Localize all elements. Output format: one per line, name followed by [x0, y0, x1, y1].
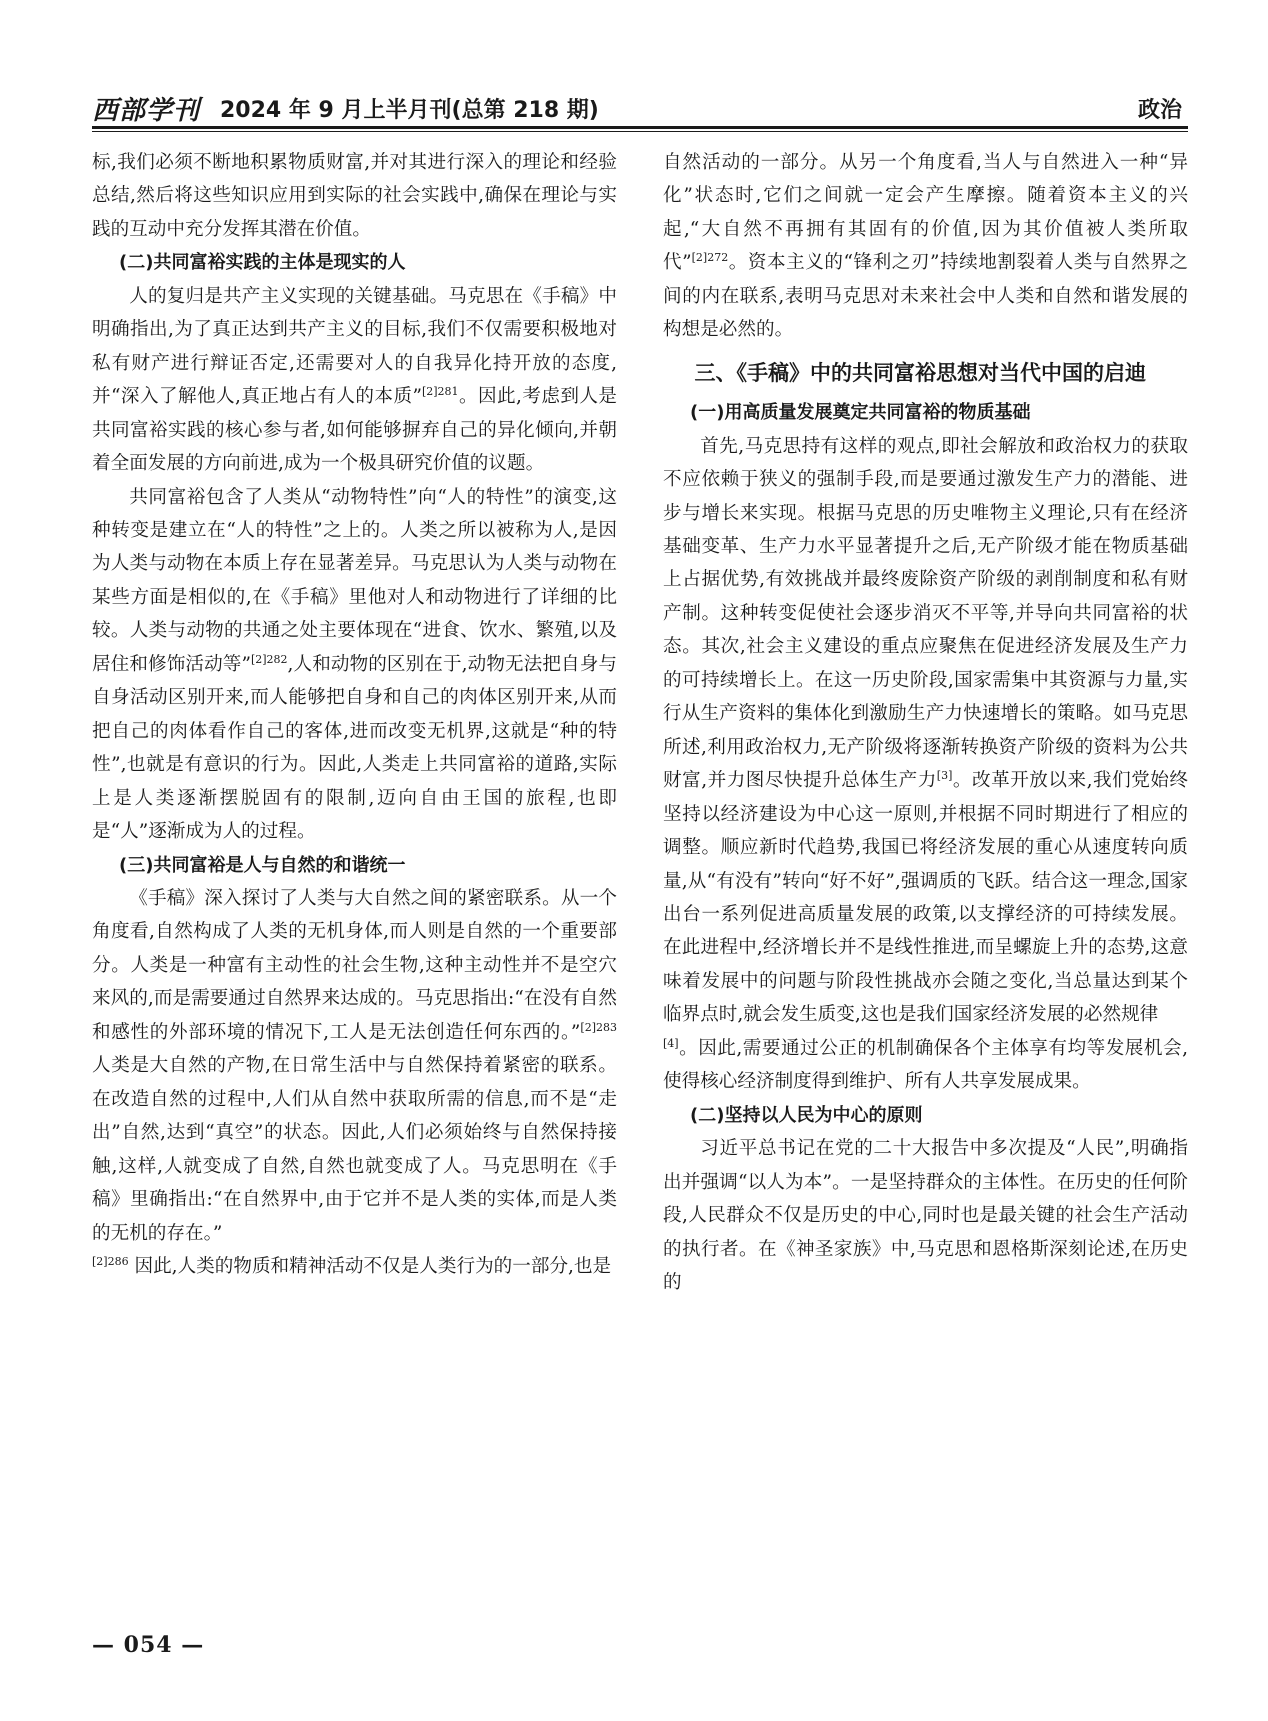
- paragraph-text: 习近平总书记在党的二十大报告中多次提及“人民”,明确指出并强调“以人为本”。一是坚持群众的主体性。在历史的任何阶段,人民群众不仅是历史的中心,同时也是最关键的社会生产活动的执行者。在《神圣家族》中,马克思和恩格斯深刻论述,在历史的: [663, 1138, 1188, 1293]
- paragraph-text: 标,我们必须不断地积累物质财富,并对其进行深入的理论和经验总结,然后将这些知识应用到实际的社会实践中,确保在理论与实践的互动中充分发挥其潜在价值。: [92, 152, 617, 240]
- body-paragraph: [92, 280, 617, 481]
- paragraph-text: 。改革开放以来,我们党始终坚持以经济建设为中心这一原则,并根据不同时期进行了相应的调整。顺应新时代趋势,我国已将经济发展的重心从速度转向质量,从“有没有”转向“好不好”,强调质的飞跃。结合这一理念,国家出台一系列促进高质量发展的政策,以支撑经济的可持续发展。在此进程中,经济增长并不是线性推进,而呈螺旋上升的态势,这意味着发展中的问题与阶段性挑战亦会随之变化,当总量达到某个临界点时,就会发生质变,这也是我们国家经济发展的必然规律: [663, 770, 1188, 1026]
- section-label: 政治: [1137, 98, 1182, 123]
- citation-marker: [2]281: [421, 384, 459, 398]
- subsection-heading: [663, 396, 1188, 429]
- paragraph-text: 自然活动的一部分。从另一个角度看,当人与自然进入一种“异化”状态时,它们之间就一定会产生摩擦。随着资本主义的兴起,“大自然不再拥有其固有的价值,因为其价值被人类所取代”: [663, 152, 1188, 274]
- running-header: [92, 88, 1188, 128]
- paragraph-text: 共同富裕包含了人类从“动物特性”向“人的特性”的演变,这种转变是建立在“人的特性”之上的。人类之所以被称为人,是因为人类与动物在本质上存在显著差异。马克思认为人类与动物在某些方面是相似的,在《手稿》里他对人和动物进行了详细的比较。人类与动物的共通之处主要体现在“进食、饮水、繁殖,以及居住和修饰活动等”: [92, 486, 617, 675]
- header-rule-thin: [92, 131, 1188, 132]
- body-paragraph: [663, 1132, 1188, 1299]
- paragraph-text: 《手稿》深入探讨了人类与大自然之间的紧密联系。从一个角度看,自然构成了人类的无机身体,而人则是自然的一个重要部分。人类是一种富有主动性的社会生物,这种主动性并不是空穴来风的,而是需要通过自然界来达成的。马克思指出:“在没有自然和感性的外部环境的情况下,工人是无法创造任何东西的。”: [92, 887, 617, 1043]
- paragraph-text: (二)坚持以人民为中心的原则: [690, 1104, 923, 1126]
- section-heading: [663, 357, 1188, 391]
- left-column: [92, 146, 617, 1283]
- journal-logo: 西部学刊: [92, 96, 201, 126]
- citation-marker: [2]272: [691, 251, 729, 265]
- body-paragraph: [92, 146, 617, 246]
- body-paragraph: [92, 882, 617, 1250]
- paragraph-text: (三)共同富裕是人与自然的和谐统一: [119, 854, 406, 876]
- body-paragraph: [92, 481, 617, 849]
- right-column: [663, 146, 1188, 1299]
- body-paragraph: [663, 430, 1188, 1032]
- citation-marker: [4]: [663, 1036, 679, 1050]
- subsection-heading: [92, 849, 617, 882]
- subsection-heading: [663, 1099, 1188, 1132]
- paragraph-text: (二)共同富裕实践的主体是现实的人: [119, 252, 406, 274]
- citation-marker: [2]283: [580, 1020, 617, 1034]
- issue-info: 2024 年 9 月上半月刊(总第 218 期): [220, 98, 599, 123]
- body-paragraph: [663, 146, 1188, 347]
- paragraph-text: 因此,人类的物质和精神活动不仅是人类行为的一部分,也是: [128, 1255, 612, 1277]
- paragraph-text: 人类是大自然的产物,在日常生活中与自然保持着紧密的联系。在改造自然的过程中,人们从自然中获取所需的信息,而不是“走出”自然,达到“真空”的状态。因此,人们必须始终与自然保持接触,这样,人就变成了自然,自然也就变成了人。马克思明在《手稿》里确指出:“在自然界中,由于它并不是人类的实体,而是人类的无机的存在。”: [92, 1055, 617, 1244]
- paragraph-text: ,人和动物的区别在于,动物无法把自身与自身活动区别开来,而人能够把自身和自己的肉体区别开来,从而把自己的肉体看作自己的客体,进而改变无机界,这就是“种的特性”,也就是有意识的行为。因此,人类走上共同富裕的道路,实际上是人类逐渐摆脱固有的限制,迈向自由王国的旅程,也即是“人”逐渐成为人的过程。: [92, 653, 617, 843]
- header-rule-thick: [92, 126, 1188, 129]
- paragraph-text: 。因此,考虑到人是共同富裕实践的核心参与者,如何能够摒弃自己的异化倾向,并朝着全面发展的方向前进,成为一个极具研究价值的议题。: [92, 386, 617, 475]
- paragraph-text: (一)用高质量发展奠定共同富裕的物质基础: [690, 402, 1031, 424]
- paragraph-text: 三、《手稿》中的共同富裕思想对当代中国的启迪: [694, 360, 1146, 385]
- paragraph-text: 。资本主义的“锋利之刃”持续地割裂着人类与自然界之间的内在联系,表明马克思对未来社会中人类和自然和谐发展的构想是必然的。: [663, 252, 1188, 341]
- page-number: — 054 —: [92, 1632, 205, 1658]
- paragraph-text: 。因此,需要通过公正的机制确保各个主体享有均等发展机会,使得核心经济制度得到维护、所有人共享发展成果。: [663, 1037, 1188, 1093]
- citation-marker: [3]: [936, 769, 953, 783]
- paragraph-text: 首先,马克思持有这样的观点,即社会解放和政治权力的获取不应依赖于狭义的强制手段,而是要通过激发生产力的潜能、进步与增长来实现。根据马克思的历史唯物主义理论,只有在经济基础变革、生产力水平显著提升之后,无产阶级才能在物质基础上占据优势,有效挑战并最终废除资产阶级的剥削制度和私有财产制。这种转变促使社会逐步消灭不平等,并导向共同富裕的状态。其次,社会主义建设的重点应聚焦在促进经济发展及生产力的可持续增长上。在这一历史阶段,国家需集中其资源与力量,实行从生产资料的集体化到激励生产力快速增长的策略。如马克思所述,利用政治权力,无产阶级将逐渐转换资产阶级的资料为公共财富,并力图尽快提升总体生产力: [663, 435, 1188, 792]
- citation-marker: [2]282: [250, 652, 288, 666]
- body-paragraph: [92, 1250, 617, 1283]
- citation-marker: [2]286: [92, 1254, 129, 1268]
- body-paragraph: [663, 1032, 1188, 1099]
- subsection-heading: [92, 246, 617, 279]
- paragraph-text: 人的复归是共产主义实现的关键基础。马克思在《手稿》中明确指出,为了真正达到共产主义的目标,我们不仅需要积极地对私有财产进行辩证否定,还需要对人的自我异化持开放的态度,并“深入了解他人,真正地占有人的本质”: [92, 285, 617, 408]
